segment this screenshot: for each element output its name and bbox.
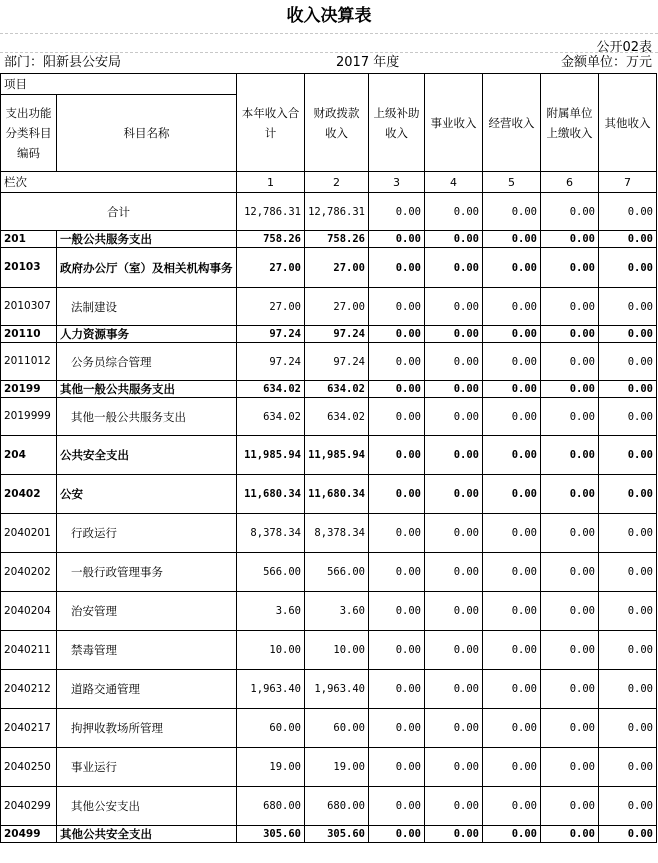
total-row bbox=[1, 193, 657, 231]
row-value: 11,680.34 bbox=[305, 475, 369, 514]
report-title: 收入决算表 bbox=[286, 6, 372, 26]
row-value: 0.00 bbox=[599, 288, 657, 326]
row-value: 0.00 bbox=[541, 436, 599, 475]
row-value: 0.00 bbox=[369, 288, 425, 326]
row-value: 0.00 bbox=[483, 326, 541, 343]
row-value: 0.00 bbox=[369, 475, 425, 514]
row-value: 0.00 bbox=[483, 475, 541, 514]
row-value: 0.00 bbox=[599, 553, 657, 592]
total-value: 0.00 bbox=[425, 193, 483, 231]
row-value: 0.00 bbox=[483, 748, 541, 787]
table-row bbox=[1, 248, 657, 288]
amount-unit: 金额单位：万元 bbox=[560, 55, 652, 70]
sheet-divider bbox=[0, 33, 658, 34]
row-value: 566.00 bbox=[237, 553, 305, 592]
row-value: 758.26 bbox=[305, 231, 369, 248]
row-value: 60.00 bbox=[237, 709, 305, 748]
header-name-col: 科目名称 bbox=[57, 95, 237, 172]
row-value: 27.00 bbox=[237, 288, 305, 326]
row-value: 0.00 bbox=[425, 631, 483, 670]
row-value: 0.00 bbox=[599, 514, 657, 553]
row-value: 0.00 bbox=[483, 288, 541, 326]
row-value: 0.00 bbox=[425, 398, 483, 436]
table-row bbox=[1, 288, 657, 326]
row-value: 0.00 bbox=[483, 248, 541, 288]
header-col-2: 财政拨款收入 bbox=[305, 74, 369, 172]
row-name: 事业运行 bbox=[57, 748, 237, 787]
row-name: 其他一般公共服务支出 bbox=[57, 381, 237, 398]
row-value: 0.00 bbox=[369, 231, 425, 248]
row-code: 2040202 bbox=[1, 553, 57, 592]
row-value: 0.00 bbox=[541, 231, 599, 248]
row-value: 0.00 bbox=[483, 787, 541, 826]
row-value: 0.00 bbox=[369, 748, 425, 787]
table-row bbox=[1, 514, 657, 553]
row-value: 0.00 bbox=[369, 343, 425, 381]
row-code: 20110 bbox=[1, 326, 57, 343]
table-row bbox=[1, 670, 657, 709]
row-index: 6 bbox=[541, 172, 599, 193]
row-code: 20199 bbox=[1, 381, 57, 398]
table-row bbox=[1, 748, 657, 787]
row-value: 0.00 bbox=[369, 592, 425, 631]
row-value: 0.00 bbox=[599, 748, 657, 787]
row-name: 拘押收教场所管理 bbox=[57, 709, 237, 748]
row-value: 0.00 bbox=[425, 231, 483, 248]
row-value: 0.00 bbox=[483, 514, 541, 553]
row-value: 97.24 bbox=[237, 326, 305, 343]
row-value: 60.00 bbox=[305, 709, 369, 748]
row-value: 8,378.34 bbox=[305, 514, 369, 553]
row-value: 0.00 bbox=[541, 381, 599, 398]
row-value: 0.00 bbox=[425, 592, 483, 631]
total-value: 12,786.31 bbox=[237, 193, 305, 231]
row-value: 10.00 bbox=[305, 631, 369, 670]
table-row bbox=[1, 436, 657, 475]
row-value: 0.00 bbox=[541, 826, 599, 843]
row-value: 97.24 bbox=[237, 343, 305, 381]
row-value: 0.00 bbox=[541, 514, 599, 553]
row-name: 公共安全支出 bbox=[57, 436, 237, 475]
row-value: 0.00 bbox=[541, 288, 599, 326]
row-value: 0.00 bbox=[483, 592, 541, 631]
row-name: 禁毒管理 bbox=[57, 631, 237, 670]
row-value: 0.00 bbox=[541, 475, 599, 514]
row-value: 11,680.34 bbox=[237, 475, 305, 514]
row-value: 0.00 bbox=[541, 631, 599, 670]
row-value: 0.00 bbox=[483, 670, 541, 709]
row-value: 0.00 bbox=[599, 709, 657, 748]
table-row bbox=[1, 343, 657, 381]
row-index: 3 bbox=[369, 172, 425, 193]
row-value: 758.26 bbox=[237, 231, 305, 248]
row-value: 27.00 bbox=[305, 248, 369, 288]
form-number: 公开02表 bbox=[596, 40, 652, 55]
total-value: 0.00 bbox=[369, 193, 425, 231]
row-code: 2040250 bbox=[1, 748, 57, 787]
row-value: 0.00 bbox=[425, 436, 483, 475]
row-value: 0.00 bbox=[483, 709, 541, 748]
row-value: 27.00 bbox=[237, 248, 305, 288]
total-value: 0.00 bbox=[483, 193, 541, 231]
row-value: 0.00 bbox=[541, 248, 599, 288]
table-row bbox=[1, 231, 657, 248]
row-value: 680.00 bbox=[305, 787, 369, 826]
row-value: 11,985.94 bbox=[305, 436, 369, 475]
table-row bbox=[1, 326, 657, 343]
fiscal-year: 2017 年度 bbox=[336, 55, 400, 70]
row-code: 2040299 bbox=[1, 787, 57, 826]
row-code: 201 bbox=[1, 231, 57, 248]
row-value: 0.00 bbox=[541, 787, 599, 826]
row-value: 0.00 bbox=[483, 631, 541, 670]
row-value: 97.24 bbox=[305, 343, 369, 381]
row-code: 204 bbox=[1, 436, 57, 475]
row-value: 0.00 bbox=[541, 670, 599, 709]
row-name: 法制建设 bbox=[57, 288, 237, 326]
row-name: 行政运行 bbox=[57, 514, 237, 553]
row-index: 2 bbox=[305, 172, 369, 193]
row-code: 2040217 bbox=[1, 709, 57, 748]
row-value: 634.02 bbox=[305, 381, 369, 398]
row-value: 0.00 bbox=[369, 553, 425, 592]
row-value: 0.00 bbox=[425, 248, 483, 288]
row-code: 2019999 bbox=[1, 398, 57, 436]
row-value: 0.00 bbox=[541, 748, 599, 787]
row-code: 2040211 bbox=[1, 631, 57, 670]
row-value: 0.00 bbox=[369, 326, 425, 343]
row-value: 0.00 bbox=[369, 514, 425, 553]
sheet-divider bbox=[0, 52, 658, 53]
row-value: 0.00 bbox=[369, 787, 425, 826]
row-index: 5 bbox=[483, 172, 541, 193]
row-value: 680.00 bbox=[237, 787, 305, 826]
row-value: 0.00 bbox=[483, 231, 541, 248]
row-value: 11,985.94 bbox=[237, 436, 305, 475]
row-code: 2011012 bbox=[1, 343, 57, 381]
table-row bbox=[1, 553, 657, 592]
table-row bbox=[1, 709, 657, 748]
header-col-6: 附属单位上缴收入 bbox=[541, 74, 599, 172]
row-value: 0.00 bbox=[425, 826, 483, 843]
row-value: 0.00 bbox=[483, 381, 541, 398]
table-row bbox=[1, 475, 657, 514]
row-value: 0.00 bbox=[599, 231, 657, 248]
row-value: 0.00 bbox=[369, 631, 425, 670]
row-code: 2010307 bbox=[1, 288, 57, 326]
row-name: 一般公共服务支出 bbox=[57, 231, 237, 248]
row-value: 3.60 bbox=[237, 592, 305, 631]
row-value: 0.00 bbox=[369, 248, 425, 288]
table-row bbox=[1, 787, 657, 826]
row-value: 0.00 bbox=[369, 381, 425, 398]
table-row bbox=[1, 381, 657, 398]
table-row bbox=[1, 631, 657, 670]
table-row bbox=[1, 398, 657, 436]
row-value: 0.00 bbox=[541, 553, 599, 592]
row-value: 0.00 bbox=[599, 631, 657, 670]
row-value: 0.00 bbox=[425, 326, 483, 343]
row-name: 人力资源事务 bbox=[57, 326, 237, 343]
row-value: 0.00 bbox=[599, 826, 657, 843]
header-col-1: 本年收入合计 bbox=[237, 74, 305, 172]
total-label: 合计 bbox=[1, 193, 237, 231]
row-value: 0.00 bbox=[425, 670, 483, 709]
row-value: 27.00 bbox=[305, 288, 369, 326]
row-code: 20499 bbox=[1, 826, 57, 843]
row-value: 0.00 bbox=[599, 475, 657, 514]
row-value: 0.00 bbox=[425, 748, 483, 787]
row-value: 0.00 bbox=[369, 398, 425, 436]
row-code: 2040212 bbox=[1, 670, 57, 709]
row-value: 0.00 bbox=[425, 381, 483, 398]
total-value: 0.00 bbox=[599, 193, 657, 231]
row-value: 634.02 bbox=[305, 398, 369, 436]
row-index: 4 bbox=[425, 172, 483, 193]
row-value: 0.00 bbox=[599, 248, 657, 288]
row-name: 道路交通管理 bbox=[57, 670, 237, 709]
row-name: 公安 bbox=[57, 475, 237, 514]
row-value: 0.00 bbox=[483, 553, 541, 592]
row-value: 0.00 bbox=[425, 553, 483, 592]
row-value: 0.00 bbox=[541, 398, 599, 436]
row-value: 97.24 bbox=[305, 326, 369, 343]
row-value: 1,963.40 bbox=[237, 670, 305, 709]
row-name: 其他公共安全支出 bbox=[57, 826, 237, 843]
row-value: 10.00 bbox=[237, 631, 305, 670]
row-value: 634.02 bbox=[237, 398, 305, 436]
row-value: 0.00 bbox=[541, 343, 599, 381]
row-value: 634.02 bbox=[237, 381, 305, 398]
total-value: 12,786.31 bbox=[305, 193, 369, 231]
row-value: 0.00 bbox=[599, 787, 657, 826]
row-name: 治安管理 bbox=[57, 592, 237, 631]
row-value: 3.60 bbox=[305, 592, 369, 631]
row-value: 19.00 bbox=[305, 748, 369, 787]
row-value: 0.00 bbox=[369, 709, 425, 748]
header-code-col: 支出功能分类科目编码 bbox=[1, 95, 57, 172]
row-value: 305.60 bbox=[305, 826, 369, 843]
row-name: 公务员综合管理 bbox=[57, 343, 237, 381]
row-index: 1 bbox=[237, 172, 305, 193]
table-row bbox=[1, 592, 657, 631]
row-value: 0.00 bbox=[483, 436, 541, 475]
header-col-7: 其他收入 bbox=[599, 74, 657, 172]
row-value: 0.00 bbox=[369, 826, 425, 843]
row-index-label: 栏次 bbox=[1, 172, 237, 193]
row-value: 0.00 bbox=[425, 288, 483, 326]
income-table bbox=[0, 73, 657, 843]
row-value: 0.00 bbox=[425, 709, 483, 748]
row-name: 其他公安支出 bbox=[57, 787, 237, 826]
header-col-4: 事业收入 bbox=[425, 74, 483, 172]
row-value: 0.00 bbox=[425, 787, 483, 826]
row-value: 19.00 bbox=[237, 748, 305, 787]
row-code: 2040201 bbox=[1, 514, 57, 553]
row-value: 0.00 bbox=[599, 670, 657, 709]
row-value: 0.00 bbox=[483, 343, 541, 381]
row-code: 20103 bbox=[1, 248, 57, 288]
department-label: 部门：阳新县公安局 bbox=[4, 55, 122, 70]
row-value: 566.00 bbox=[305, 553, 369, 592]
row-value: 0.00 bbox=[599, 326, 657, 343]
row-name: 政府办公厅（室）及相关机构事务 bbox=[57, 248, 237, 288]
total-value: 0.00 bbox=[541, 193, 599, 231]
table-row bbox=[1, 826, 657, 843]
row-name: 其他一般公共服务支出 bbox=[57, 398, 237, 436]
row-value: 0.00 bbox=[369, 670, 425, 709]
row-code: 20402 bbox=[1, 475, 57, 514]
row-value: 0.00 bbox=[425, 475, 483, 514]
row-value: 0.00 bbox=[369, 436, 425, 475]
row-value: 0.00 bbox=[483, 398, 541, 436]
row-value: 0.00 bbox=[541, 709, 599, 748]
row-value: 0.00 bbox=[599, 343, 657, 381]
row-value: 0.00 bbox=[425, 514, 483, 553]
row-name: 一般行政管理事务 bbox=[57, 553, 237, 592]
row-value: 0.00 bbox=[599, 398, 657, 436]
row-value: 0.00 bbox=[599, 592, 657, 631]
row-index: 7 bbox=[599, 172, 657, 193]
row-value: 0.00 bbox=[541, 326, 599, 343]
row-code: 2040204 bbox=[1, 592, 57, 631]
row-value: 0.00 bbox=[599, 381, 657, 398]
row-value: 0.00 bbox=[483, 826, 541, 843]
header-col-5: 经营收入 bbox=[483, 74, 541, 172]
header-col-3: 上级补助收入 bbox=[369, 74, 425, 172]
row-value: 0.00 bbox=[425, 343, 483, 381]
row-value: 305.60 bbox=[237, 826, 305, 843]
row-value: 8,378.34 bbox=[237, 514, 305, 553]
row-value: 1,963.40 bbox=[305, 670, 369, 709]
row-value: 0.00 bbox=[599, 436, 657, 475]
row-value: 0.00 bbox=[541, 592, 599, 631]
header-item: 项目 bbox=[1, 74, 237, 95]
